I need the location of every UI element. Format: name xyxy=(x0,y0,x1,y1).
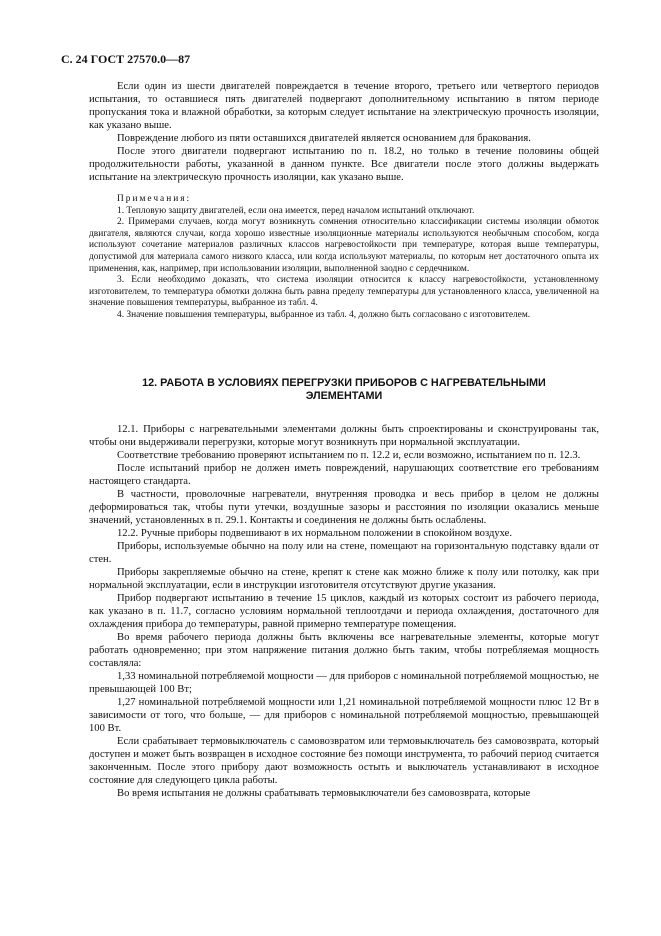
paragraph: Если один из шести двигателей повреждается в течение второго, третьего или четвертого периодов испытания, то оставшиеся пять двигателей подвергают дополнительному испытанию в пятом периоде пропускания тока и влажной обработки, за которым следует испытание на электрическую прочность изоляции, как указано выше. xyxy=(89,81,599,131)
section-title xyxy=(89,377,599,403)
top-text-block xyxy=(89,80,599,184)
paragraph: 12.1. Приборы с нагревательными элементами должны быть спроектированы и сконструированы так, чтобы они выдерживали перегрузки, которые могут возникнуть при нормальной эксплуатации. xyxy=(89,424,599,448)
section-text-block xyxy=(89,423,599,800)
paragraph: Прибор подвергают испытанию в течение 15 циклов, каждый из которых состоит из рабочего периода, как указано в п. 11.7, согласно условиям нормальной теплоотдачи и периода охлаждения, достаточного для охлаждения прибора до температуры, равной примерно температуре помещения. xyxy=(89,593,599,630)
note-item: 2. Примерами случаев, когда могут возникнуть сомнения относительно классификации системы изоляции обмоток двигателя, являются случаи, когда хорошо известные изоляционные материалы используются необычным способом, когда используют сочетание материалов различных классов нагревостойкости при температуре, которая выше температуры, допустимой для материала самого низкого класса, или когда используют материалы, по которым нет достаточного опыта их применения, как, например, при использовании изоляции, выполненной заодно с сердечником. xyxy=(89,217,599,274)
paragraph: Соответствие требованию проверяют испытанием по п. 12.2 и, если возможно, испытанием по п. 12.3. xyxy=(117,450,581,461)
paragraph: 1,33 номинальной потребляемой мощности — для приборов с номинальной потребляемой мощностью, не превышающей 100 Вт; xyxy=(89,671,599,695)
section-title-line: 12. РАБОТА В УСЛОВИЯХ ПЕРЕГРУЗКИ ПРИБОРОВ С НАГРЕВАТЕЛЬНЫМИ xyxy=(142,377,546,389)
paragraph: После этого двигатели подвергают испытанию по п. 18.2, но только в течение половины общей продолжительности работы, указанной в данном пункте. Все двигатели после этого должны выдержать испытание на электрическую прочность изоляции, как указано выше. xyxy=(89,146,599,183)
note-item: 4. Значение повышения температуры, выбранное из табл. 4, должно быть согласовано с изготовителем. xyxy=(117,309,531,320)
notes-block xyxy=(89,194,599,322)
paragraph: Приборы закрепляемые обычно на стене, крепят к стене как можно ближе к полу или потолку, как при нормальной эксплуатации, если в инструкции изготовителя отсутствуют другие указания. xyxy=(89,567,599,591)
paragraph: 1,27 номинальной потребляемой мощности или 1,21 номинальной потребляемой мощности плюс 12 Вт в зависимости от того, что больше, — для приборов с номинальной потребляемой мощностью, превышающей 100 Вт. xyxy=(89,697,599,734)
page-header: С. 24 ГОСТ 27570.0—87 xyxy=(61,52,191,66)
notes-title: Примечания: xyxy=(117,194,192,204)
paragraph: Во время рабочего периода должны быть включены все нагревательные элементы, которые могут работать одновременно; при этом напряжение питания должно быть таким, чтобы потребляемая мощность составляла: xyxy=(89,632,599,669)
paragraph: Во время испытания не должны срабатывать термовыключатели без самовозврата, которые xyxy=(117,788,531,799)
paragraph: Если срабатывает термовыключатель с самовозвратом или термовыключатель без самовозврата, который доступен и может быть возвращен в исходное состояние без помощи инструмента, то рабочий период считается законченным. После этого прибору дают возможность остыть и выключатель устанавливают в исходное состояние для следующего цикла работы. xyxy=(89,736,599,786)
section-title-line: ЭЛЕМЕНТАМИ xyxy=(305,390,383,402)
paragraph: После испытаний прибор не должен иметь повреждений, нарушающих соответствие его требованиям настоящего стандарта. xyxy=(89,463,599,487)
paragraph: Приборы, используемые обычно на полу или на стене, помещают на горизонтальную подставку вдали от стен. xyxy=(89,541,599,565)
note-item: 3. Если необходимо доказать, что система изоляции относится к классу нагревостойкости, установленному изготовителем, то температура обмотки должна быть равна пределу температуры для установленного класса, увеличенной на значение повышения температуры, выбранное из табл. 4. xyxy=(89,275,599,309)
paragraph: 12.2. Ручные приборы подвешивают в их нормальном положении в спокойном воздухе. xyxy=(117,528,513,539)
note-item: 1. Тепловую защиту двигателей, если она имеется, перед началом испытаний отключают. xyxy=(117,205,475,216)
paragraph: В частности, проволочные нагреватели, внутренняя проводка и весь прибор в целом не должны деформироваться так, чтобы пути утечки, воздушные зазоры и расстояния по изоляции оказались меньше значений, установленных в п. 29.1. Контакты и соединения не должны быть ослаблены. xyxy=(89,489,599,526)
paragraph: Повреждение любого из пяти оставшихся двигателей является основанием для бракования. xyxy=(117,133,531,144)
